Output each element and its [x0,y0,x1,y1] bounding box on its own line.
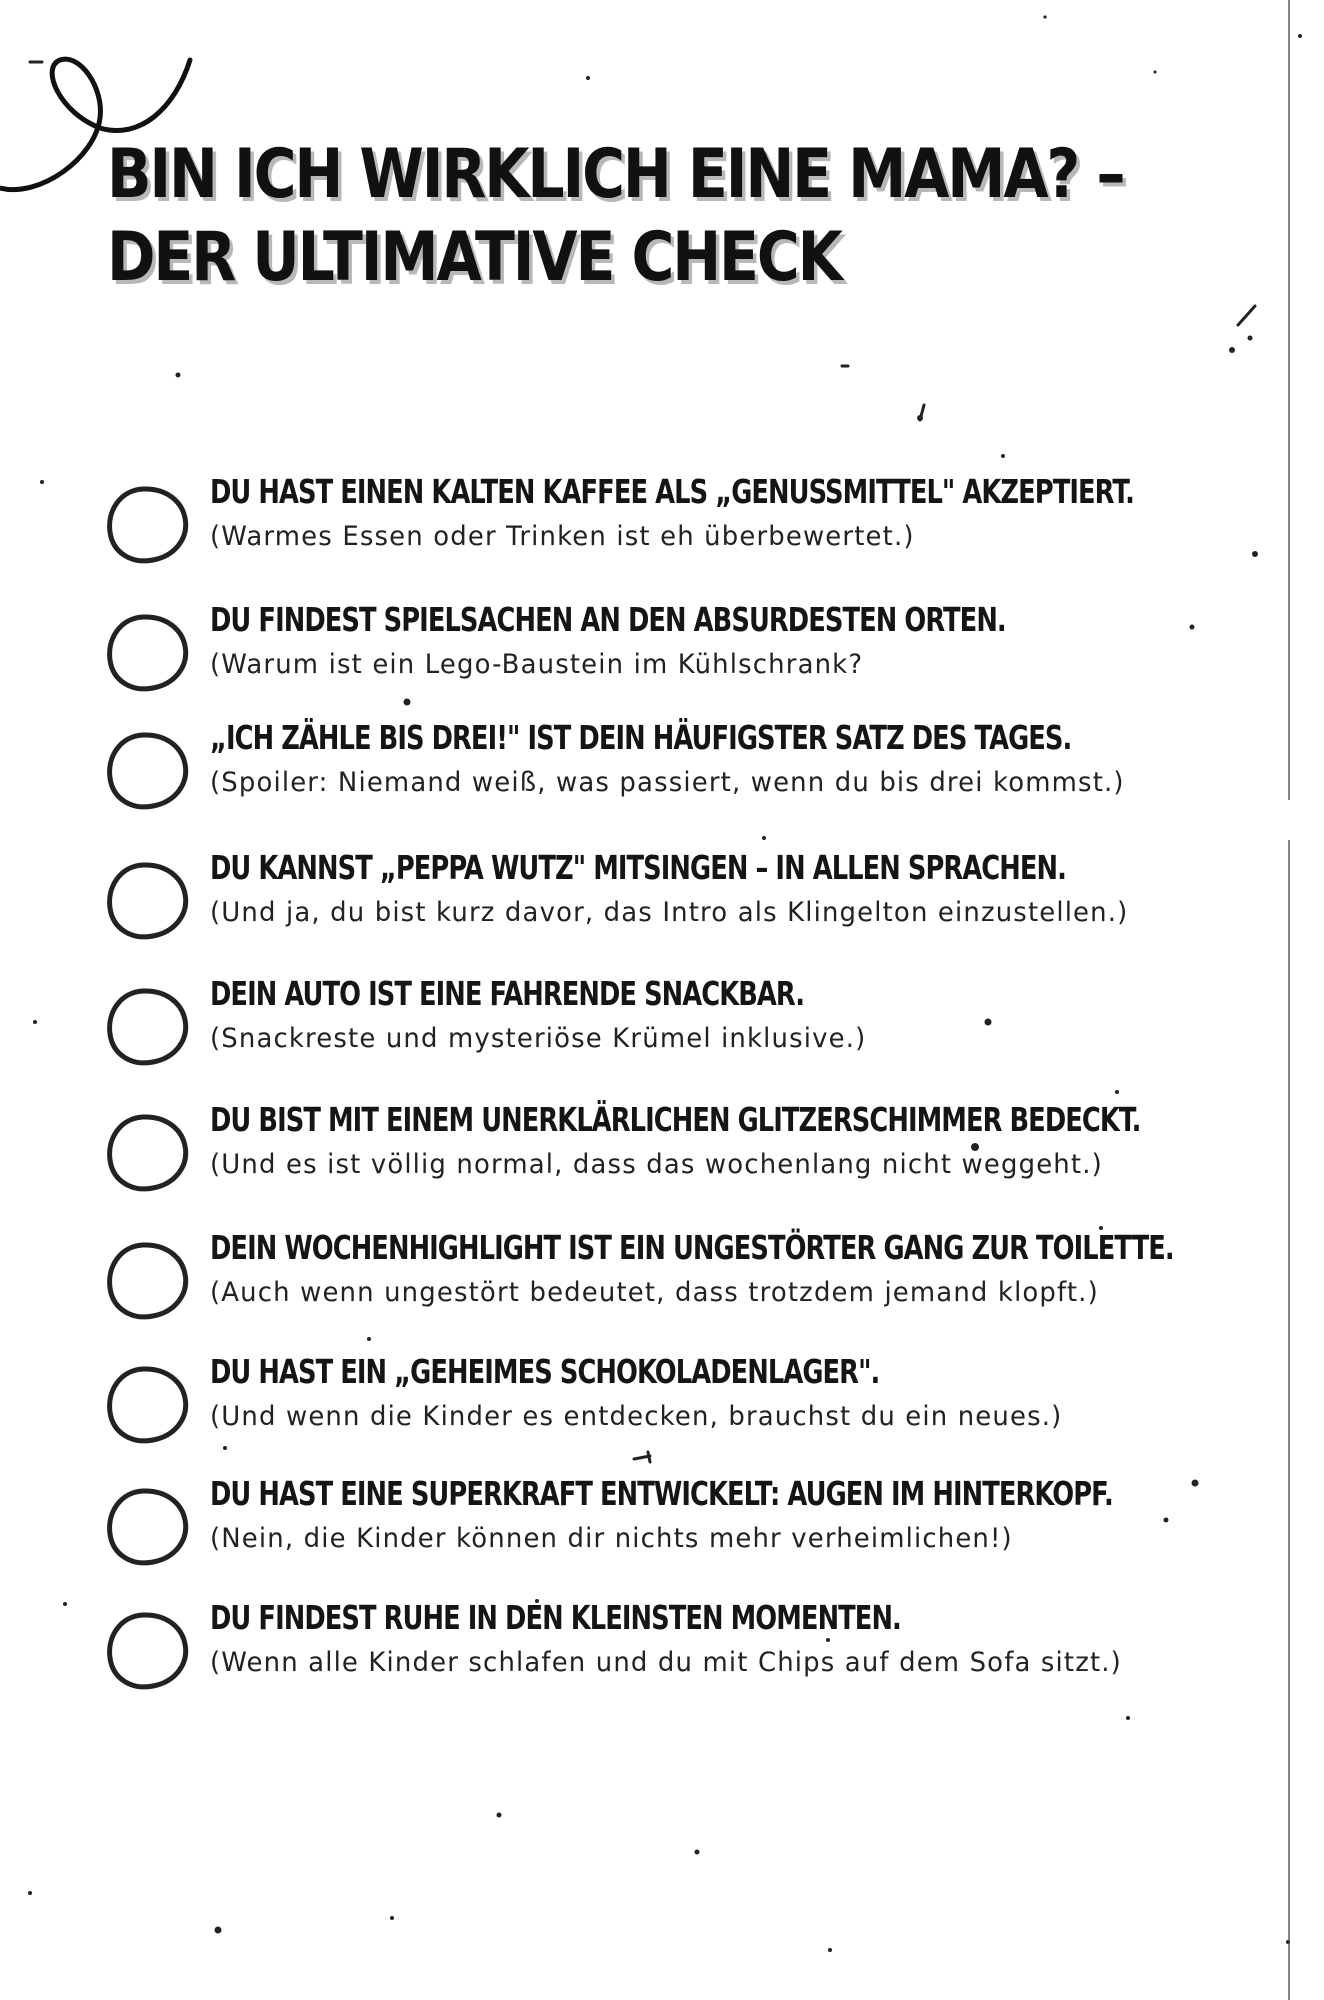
item-heading: DU HAST EIN „GEHEIMES SCHOKOLADENLAGER". [210,1352,880,1391]
title-line-2: DER ULTIMATIVE CHECK [107,218,841,297]
item-heading: DU HAST EINEN KALTEN KAFFEE ALS „GENUSSMITTEL" AKZEPTIERT. [210,472,1134,511]
item-subtext: (Und ja, du bist kurz davor, das Intro als Klingelton einzustellen.) [210,897,1129,928]
checklist-item [0,470,1324,590]
item-subtext: (Und es ist völlig normal, dass das wochenlang nicht weggeht.) [210,1149,1103,1180]
checkbox-circle-icon[interactable] [103,856,193,946]
item-subtext: (Und wenn die Kinder es entdecken, brauchst du ein neues.) [210,1401,1063,1432]
checkbox-circle-icon[interactable] [103,608,193,698]
checklist-item [0,1098,1324,1218]
item-heading: DU FINDEST RUHE IN DEN KLEINSTEN MOMENTEN. [210,1598,901,1637]
checklist-item [0,1596,1324,1716]
page-title [107,133,1124,299]
checkbox-circle-icon[interactable] [103,480,193,570]
item-subtext: (Snackreste und mysteriöse Krümel inklusive.) [210,1023,867,1054]
item-subtext: (Warmes Essen oder Trinken ist eh überbewertet.) [210,521,915,552]
item-heading: DU HAST EINE SUPERKRAFT ENTWICKELT: AUGEN IM HINTERKOPF. [210,1474,1113,1513]
checklist-item [0,598,1324,718]
item-subtext: (Warum ist ein Lego-Baustein im Kühlschrank? [210,649,864,680]
item-subtext: (Spoiler: Niemand weiß, was passiert, wenn du bis drei kommst.) [210,767,1125,798]
item-heading: DU BIST MIT EINEM UNERKLÄRLICHEN GLITZERSCHIMMER BEDECKT. [210,1100,1141,1139]
item-heading: DEIN WOCHENHIGHLIGHT IST EIN UNGESTÖRTER GANG ZUR TOILETTE. [210,1228,1174,1267]
checklist-item [0,1226,1324,1346]
item-heading: DEIN AUTO IST EINE FAHRENDE SNACKBAR. [210,974,805,1013]
checklist-item [0,1350,1324,1470]
item-heading: „ICH ZÄHLE BIS DREI!" IST DEIN HÄUFIGSTER SATZ DES TAGES. [210,718,1072,757]
title-line-1: BIN ICH WIRKLICH EINE MAMA? – [107,135,1124,214]
checklist-item [0,846,1324,966]
item-subtext: (Wenn alle Kinder schlafen und du mit Chips auf dem Sofa sitzt.) [210,1647,1122,1678]
item-subtext: (Auch wenn ungestört bedeutet, dass trotzdem jemand klopft.) [210,1277,1099,1308]
checkbox-circle-icon[interactable] [103,1606,193,1696]
checkbox-circle-icon[interactable] [103,1236,193,1326]
item-heading: DU FINDEST SPIELSACHEN AN DEN ABSURDESTEN ORTEN. [210,600,1006,639]
checklist-item [0,1472,1324,1592]
checklist-item [0,716,1324,836]
checkbox-circle-icon[interactable] [103,1108,193,1198]
checkbox-circle-icon[interactable] [103,1482,193,1572]
checkbox-circle-icon[interactable] [103,982,193,1072]
checkbox-circle-icon[interactable] [103,1360,193,1450]
item-subtext: (Nein, die Kinder können dir nichts mehr verheimlichen!) [210,1523,1013,1554]
item-heading: DU KANNST „PEPPA WUTZ" MITSINGEN – IN ALLEN SPRACHEN. [210,848,1066,887]
checkbox-circle-icon[interactable] [103,726,193,816]
checklist-item [0,972,1324,1092]
